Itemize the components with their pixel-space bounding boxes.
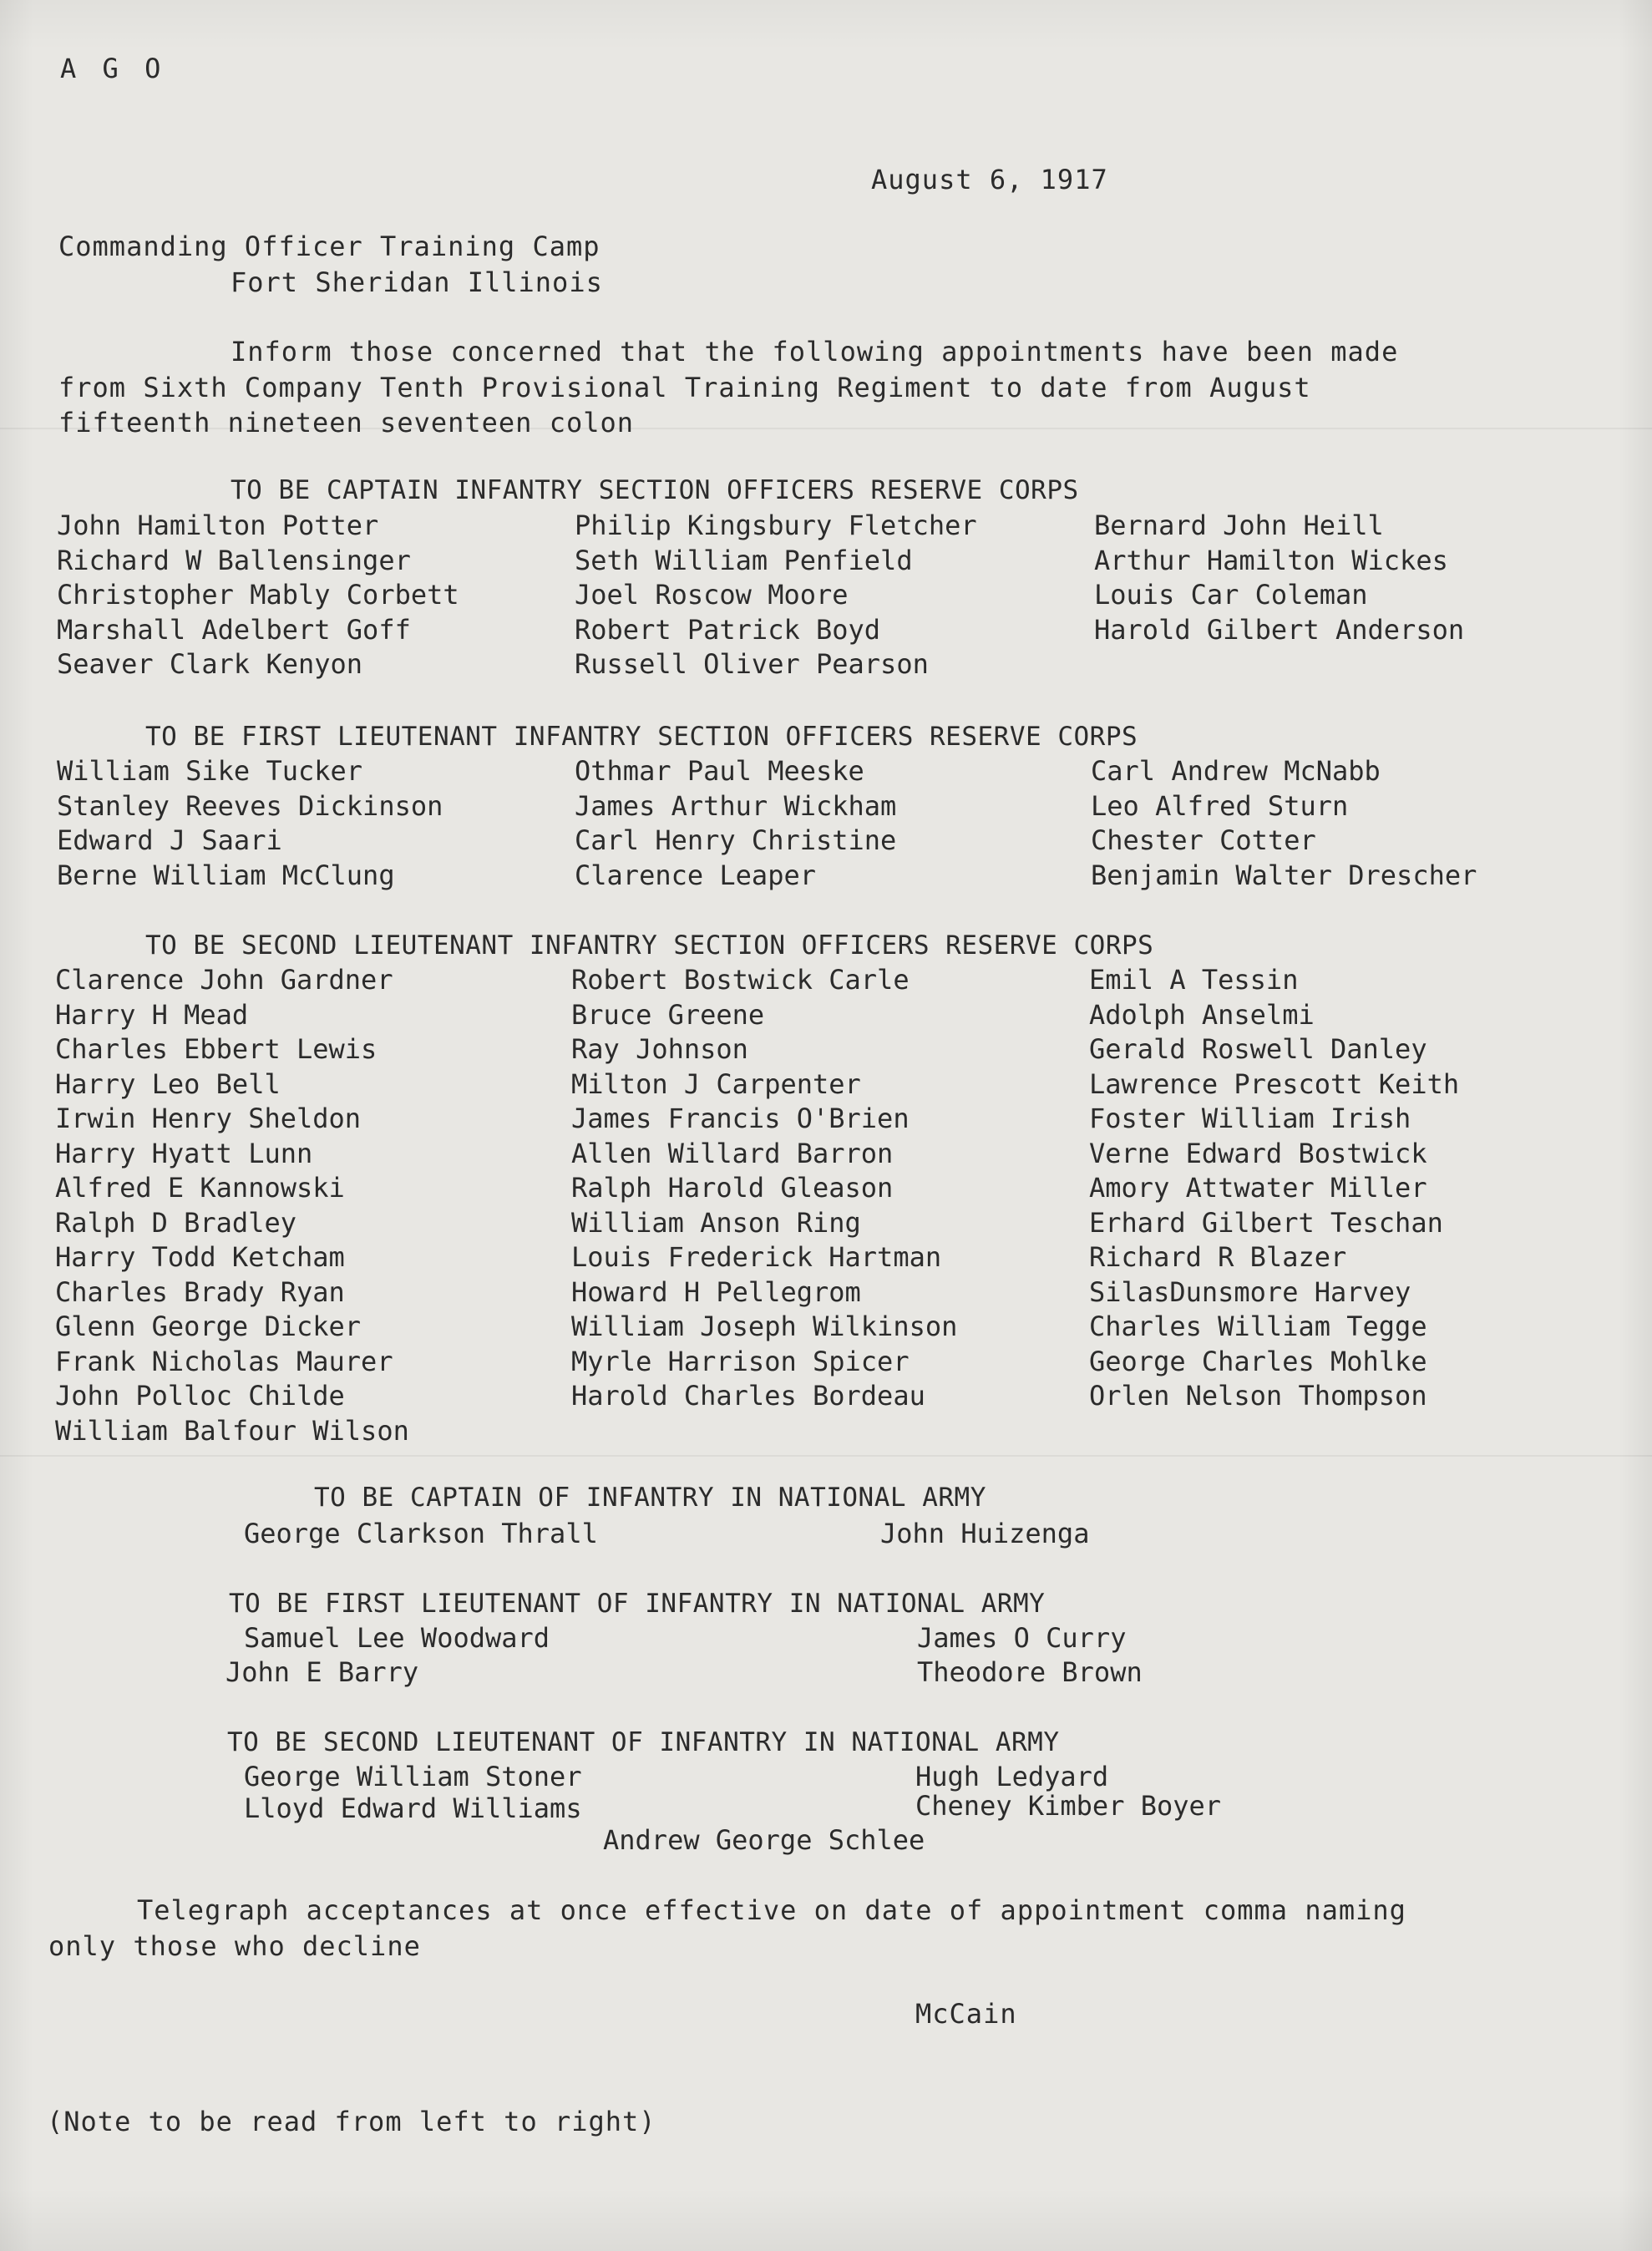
appointee-name: Stanley Reeves Dickinson bbox=[57, 789, 443, 822]
appointee-name: John Huizenga bbox=[880, 1518, 1090, 1549]
appointee-name: Charles Ebbert Lewis bbox=[55, 1033, 378, 1065]
appointee-name: Robert Bostwick Carle bbox=[571, 964, 910, 996]
appointee-name: Clarence Leaper bbox=[575, 859, 816, 891]
appointee-name: Harold Gilbert Anderson bbox=[1094, 613, 1465, 646]
appointee-name: Marshall Adelbert Goff bbox=[57, 613, 411, 646]
appointee-name: Berne William McClung bbox=[57, 859, 395, 891]
appointee-name: Cheney Kimber Boyer bbox=[915, 1790, 1222, 1822]
appointee-name: James O Curry bbox=[917, 1622, 1127, 1654]
office-code: A G O bbox=[60, 53, 166, 84]
appointee-name: Allen Willard Barron bbox=[571, 1137, 894, 1169]
name-column bbox=[55, 963, 409, 1448]
section-heading-orc-second-lt: TO BE SECOND LIEUTENANT INFANTRY SECTION OFFICERS RESERVE CORPS bbox=[145, 930, 1154, 961]
appointee-name: Ray Johnson bbox=[571, 1033, 748, 1065]
appointee-name: Harry Todd Ketcham bbox=[55, 1241, 345, 1273]
appointee-name: Harry Hyatt Lunn bbox=[55, 1137, 313, 1169]
appointee-name: Emil A Tessin bbox=[1089, 964, 1299, 996]
appointee-name: Erhard Gilbert Teschan bbox=[1089, 1206, 1443, 1239]
appointee-name: Richard R Blazer bbox=[1089, 1241, 1347, 1273]
appointee-name: Seth William Penfield bbox=[575, 544, 913, 576]
appointee-name: Orlen Nelson Thompson bbox=[1089, 1380, 1427, 1412]
appointee-name: Joel Roscow Moore bbox=[575, 579, 849, 611]
appointee-name: Othmar Paul Meeske bbox=[575, 755, 864, 787]
section-heading-na-first-lt: TO BE FIRST LIEUTENANT OF INFANTRY IN NATIONAL ARMY bbox=[229, 1589, 1046, 1619]
appointee-name: Charles Brady Ryan bbox=[55, 1275, 345, 1308]
appointee-name: Benjamin Walter Drescher bbox=[1091, 859, 1477, 891]
paper-fold bbox=[0, 1455, 1652, 1457]
appointee-name: Clarence John Gardner bbox=[55, 964, 393, 996]
closing-line-2: only those who decline bbox=[48, 1930, 421, 1962]
appointee-name: Arthur Hamilton Wickes bbox=[1094, 544, 1448, 576]
closing-line-1: Telegraph acceptances at once effective on date of appointment comma naming bbox=[137, 1894, 1406, 1926]
appointee-name: William Anson Ring bbox=[571, 1206, 861, 1239]
appointee-name: Bernard John Heill bbox=[1094, 510, 1384, 541]
name-column bbox=[575, 509, 977, 682]
intro-line-3: fifteenth nineteen seventeen colon bbox=[58, 407, 635, 439]
appointee-name: Harry Leo Bell bbox=[55, 1067, 281, 1100]
appointee-name: George William Stoner bbox=[244, 1761, 582, 1792]
appointee-name: Theodore Brown bbox=[917, 1656, 1143, 1688]
appointee-name: Richard W Ballensinger bbox=[57, 544, 411, 576]
appointee-name: Milton J Carpenter bbox=[571, 1067, 861, 1100]
appointee-name: Lloyd Edward Williams bbox=[244, 1792, 582, 1824]
appointee-name: Robert Patrick Boyd bbox=[575, 613, 881, 646]
appointee-name: Amory Attwater Miller bbox=[1089, 1172, 1427, 1204]
appointee-name: Hugh Ledyard bbox=[915, 1761, 1109, 1792]
section-heading-na-second-lt: TO BE SECOND LIEUTENANT OF INFANTRY IN NATIONAL ARMY bbox=[227, 1727, 1060, 1757]
appointee-name: Louis Frederick Hartman bbox=[571, 1241, 942, 1273]
section-heading-orc-captain: TO BE CAPTAIN INFANTRY SECTION OFFICERS RESERVE CORPS bbox=[231, 475, 1079, 505]
appointee-name: John Hamilton Potter bbox=[57, 510, 379, 541]
appointee-name: Christopher Mably Corbett bbox=[57, 579, 459, 611]
appointee-name: Charles William Tegge bbox=[1089, 1311, 1427, 1342]
appointee-name: Carl Andrew McNabb bbox=[1091, 755, 1381, 787]
appointee-name: Frank Nicholas Maurer bbox=[55, 1345, 393, 1377]
name-column bbox=[1094, 509, 1464, 647]
appointee-name: James Arthur Wickham bbox=[575, 789, 897, 822]
appointee-name: George Clarkson Thrall bbox=[244, 1518, 598, 1549]
appointee-name: Alfred E Kannowski bbox=[55, 1172, 345, 1204]
appointee-name: Edward J Saari bbox=[57, 824, 282, 856]
appointee-name: Adolph Anselmi bbox=[1089, 998, 1315, 1031]
appointee-name: Samuel Lee Woodward bbox=[244, 1622, 550, 1654]
appointee-name: Gerald Roswell Danley bbox=[1089, 1033, 1427, 1065]
name-column bbox=[571, 963, 957, 1414]
appointee-name: Bruce Greene bbox=[571, 998, 765, 1031]
appointee-name: Foster William Irish bbox=[1089, 1103, 1411, 1134]
appointee-name: Andrew George Schlee bbox=[603, 1824, 925, 1856]
appointee-name: William Sike Tucker bbox=[57, 755, 363, 787]
addressee-line-2: Fort Sheridan Illinois bbox=[231, 266, 603, 298]
appointee-name: James Francis O'Brien bbox=[571, 1103, 910, 1134]
letter-date: August 6, 1917 bbox=[871, 164, 1108, 195]
appointee-name: William Balfour Wilson bbox=[55, 1414, 409, 1447]
appointee-name: Glenn George Dicker bbox=[55, 1311, 362, 1342]
appointee-name: Leo Alfred Sturn bbox=[1091, 789, 1349, 822]
appointee-name: George Charles Mohlke bbox=[1089, 1345, 1427, 1377]
appointee-name: Harry H Mead bbox=[55, 998, 249, 1031]
intro-line-2: from Sixth Company Tenth Provisional Training Regiment to date from August bbox=[58, 372, 1311, 403]
appointee-name: Lawrence Prescott Keith bbox=[1089, 1067, 1460, 1100]
appointee-name: Chester Cotter bbox=[1091, 824, 1316, 856]
name-column bbox=[575, 754, 896, 893]
appointee-name: Verne Edward Bostwick bbox=[1089, 1137, 1427, 1169]
name-column bbox=[57, 754, 443, 893]
appointee-name: Howard H Pellegrom bbox=[571, 1275, 861, 1308]
appointee-name: Carl Henry Christine bbox=[575, 824, 897, 856]
appointee-name: Harold Charles Bordeau bbox=[571, 1380, 925, 1412]
appointee-name: William Joseph Wilkinson bbox=[571, 1311, 958, 1342]
reading-note: (Note to be read from left to right) bbox=[47, 2106, 656, 2137]
addressee-line-1: Commanding Officer Training Camp bbox=[58, 231, 600, 262]
appointee-name: Philip Kingsbury Fletcher bbox=[575, 510, 977, 541]
name-column bbox=[1091, 754, 1477, 893]
appointee-name: Louis Car Coleman bbox=[1094, 579, 1368, 611]
section-heading-na-captain: TO BE CAPTAIN OF INFANTRY IN NATIONAL ARMY bbox=[314, 1483, 986, 1513]
name-column bbox=[1089, 963, 1459, 1414]
appointee-name: Seaver Clark Kenyon bbox=[57, 648, 363, 680]
appointee-name: Irwin Henry Sheldon bbox=[55, 1103, 362, 1134]
section-heading-orc-first-lt: TO BE FIRST LIEUTENANT INFANTRY SECTION OFFICERS RESERVE CORPS bbox=[145, 722, 1138, 752]
appointee-name: Myrle Harrison Spicer bbox=[571, 1345, 910, 1377]
appointee-name: John Polloc Childe bbox=[55, 1380, 345, 1412]
appointee-name: John E Barry bbox=[226, 1656, 419, 1688]
name-column bbox=[57, 509, 459, 682]
appointee-name: Ralph Harold Gleason bbox=[571, 1172, 894, 1204]
appointee-name: Ralph D Bradley bbox=[55, 1206, 296, 1239]
appointee-name: Russell Oliver Pearson bbox=[575, 648, 929, 680]
intro-line-1: Inform those concerned that the following appointments have been made bbox=[231, 336, 1399, 368]
signature: McCain bbox=[915, 1998, 1017, 2030]
appointee-name: SilasDunsmore Harvey bbox=[1089, 1275, 1411, 1308]
